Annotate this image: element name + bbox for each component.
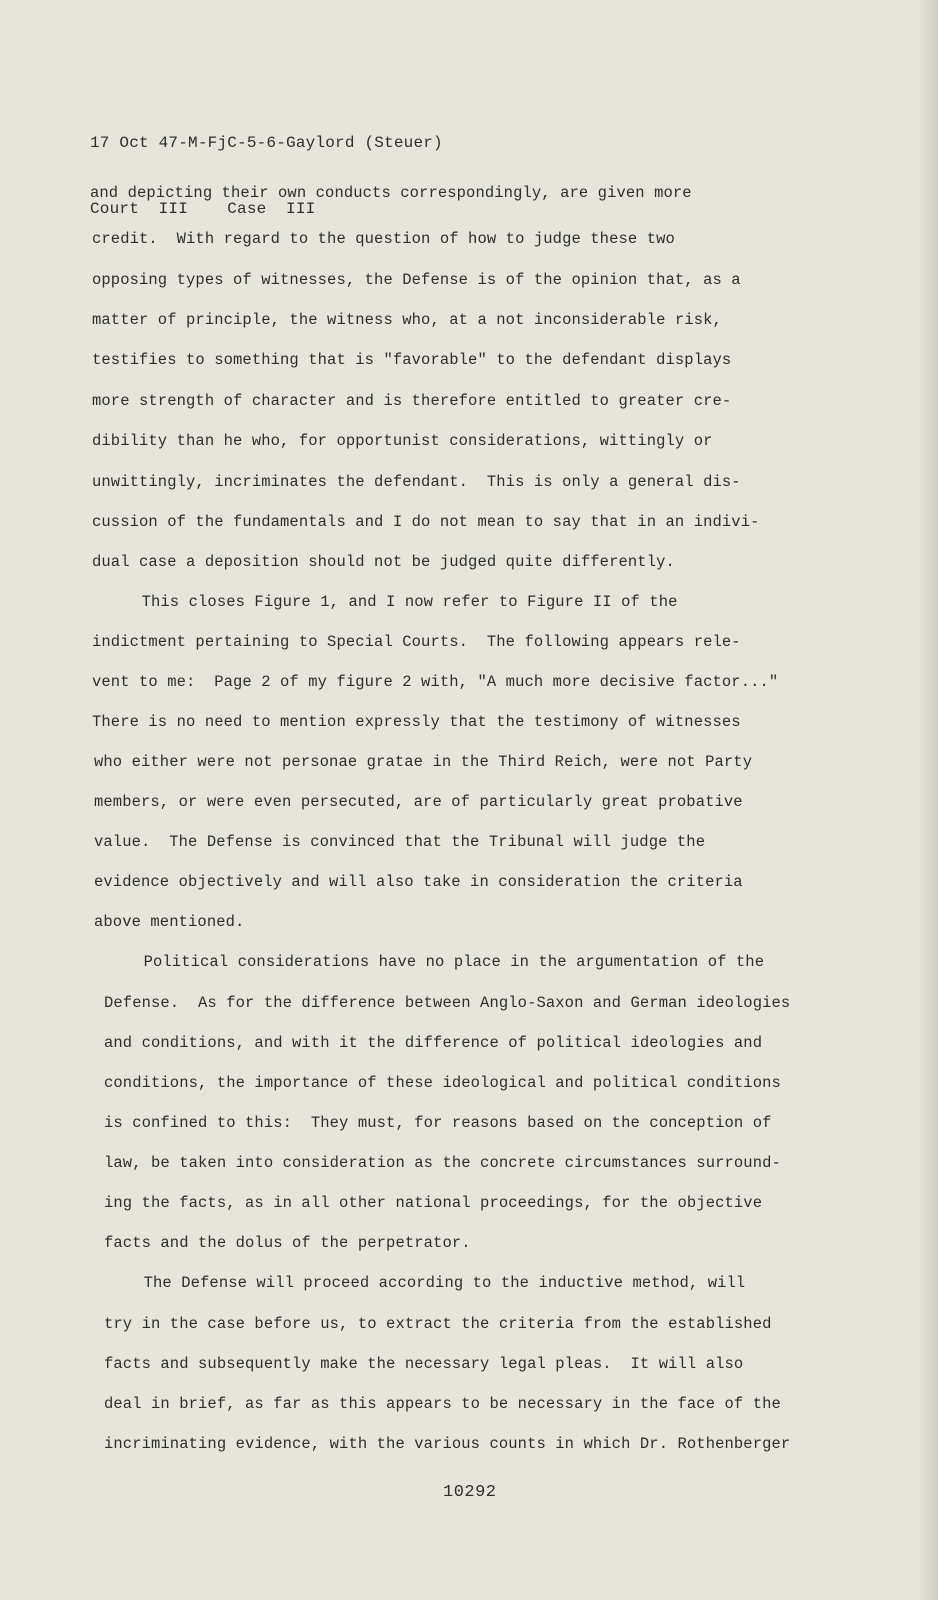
text-line: There is no need to mention expressly that the testimony of witnesses bbox=[92, 713, 741, 731]
text-line: opposing types of witnesses, the Defense is of the opinion that, as a bbox=[92, 271, 741, 289]
text-line: facts and subsequently make the necessary legal pleas. It will also bbox=[104, 1355, 744, 1373]
text-line: who either were not personae gratae in the Third Reich, were not Party bbox=[94, 753, 753, 771]
text-line: deal in brief, as far as this appears to be necessary in the face of the bbox=[104, 1395, 781, 1413]
text-line: Defense. As for the difference between Anglo-Saxon and German ideologies bbox=[104, 994, 791, 1012]
header-line-2: Court III Case III bbox=[90, 200, 316, 218]
text-line: facts and the dolus of the perpetrator. bbox=[104, 1234, 471, 1252]
text-line: dual case a deposition should not be judged quite differently. bbox=[92, 553, 675, 571]
text-line: testifies to something that is "favorable" to the defendant displays bbox=[92, 351, 732, 369]
text-line: and conditions, and with it the difference of political ideologies and bbox=[104, 1034, 763, 1052]
text-line: law, be taken into consideration as the concrete circumstances surround- bbox=[104, 1154, 781, 1172]
text-line: ing the facts, as in all other national proceedings, for the objective bbox=[104, 1194, 763, 1212]
header-line-1: 17 Oct 47-M-FjC-5-6-Gaylord (Steuer) bbox=[90, 134, 443, 152]
text-line: This closes Figure 1, and I now refer to Figure II of the bbox=[104, 593, 678, 611]
text-line: indictment pertaining to Special Courts. The following appears rele- bbox=[92, 633, 741, 651]
text-line: credit. With regard to the question of how to judge these two bbox=[92, 230, 675, 248]
text-line: evidence objectively and will also take in consideration the criteria bbox=[94, 873, 743, 891]
text-line: members, or were even persecuted, are of particularly great probative bbox=[94, 793, 743, 811]
text-line: incriminating evidence, with the various counts in which Dr. Rothenberger bbox=[104, 1435, 791, 1453]
text-line: and depicting their own conducts correspondingly, are given more bbox=[90, 184, 692, 202]
page-number: 10292 bbox=[443, 1483, 497, 1502]
text-line: Political considerations have no place in the argumentation of the bbox=[106, 953, 765, 971]
text-line: matter of principle, the witness who, at a not inconsiderable risk, bbox=[92, 311, 722, 329]
text-line: above mentioned. bbox=[94, 913, 245, 931]
text-line: vent to me: Page 2 of my figure 2 with, "A much more decisive factor..." bbox=[92, 673, 779, 691]
text-line: unwittingly, incriminates the defendant. This is only a general dis- bbox=[92, 473, 741, 491]
text-line: is confined to this: They must, for reasons based on the conception of bbox=[104, 1114, 772, 1132]
text-line: try in the case before us, to extract the criteria from the established bbox=[104, 1315, 772, 1333]
text-line: conditions, the importance of these ideological and political conditions bbox=[104, 1074, 781, 1092]
text-line: more strength of character and is therefore entitled to greater cre- bbox=[92, 392, 732, 410]
text-line: value. The Defense is convinced that the Tribunal will judge the bbox=[94, 833, 706, 851]
text-line: The Defense will proceed according to the inductive method, will bbox=[106, 1274, 746, 1292]
text-line: dibility than he who, for opportunist considerations, wittingly or bbox=[92, 432, 713, 450]
text-line: cussion of the fundamentals and I do not mean to say that in an indivi- bbox=[92, 513, 760, 531]
